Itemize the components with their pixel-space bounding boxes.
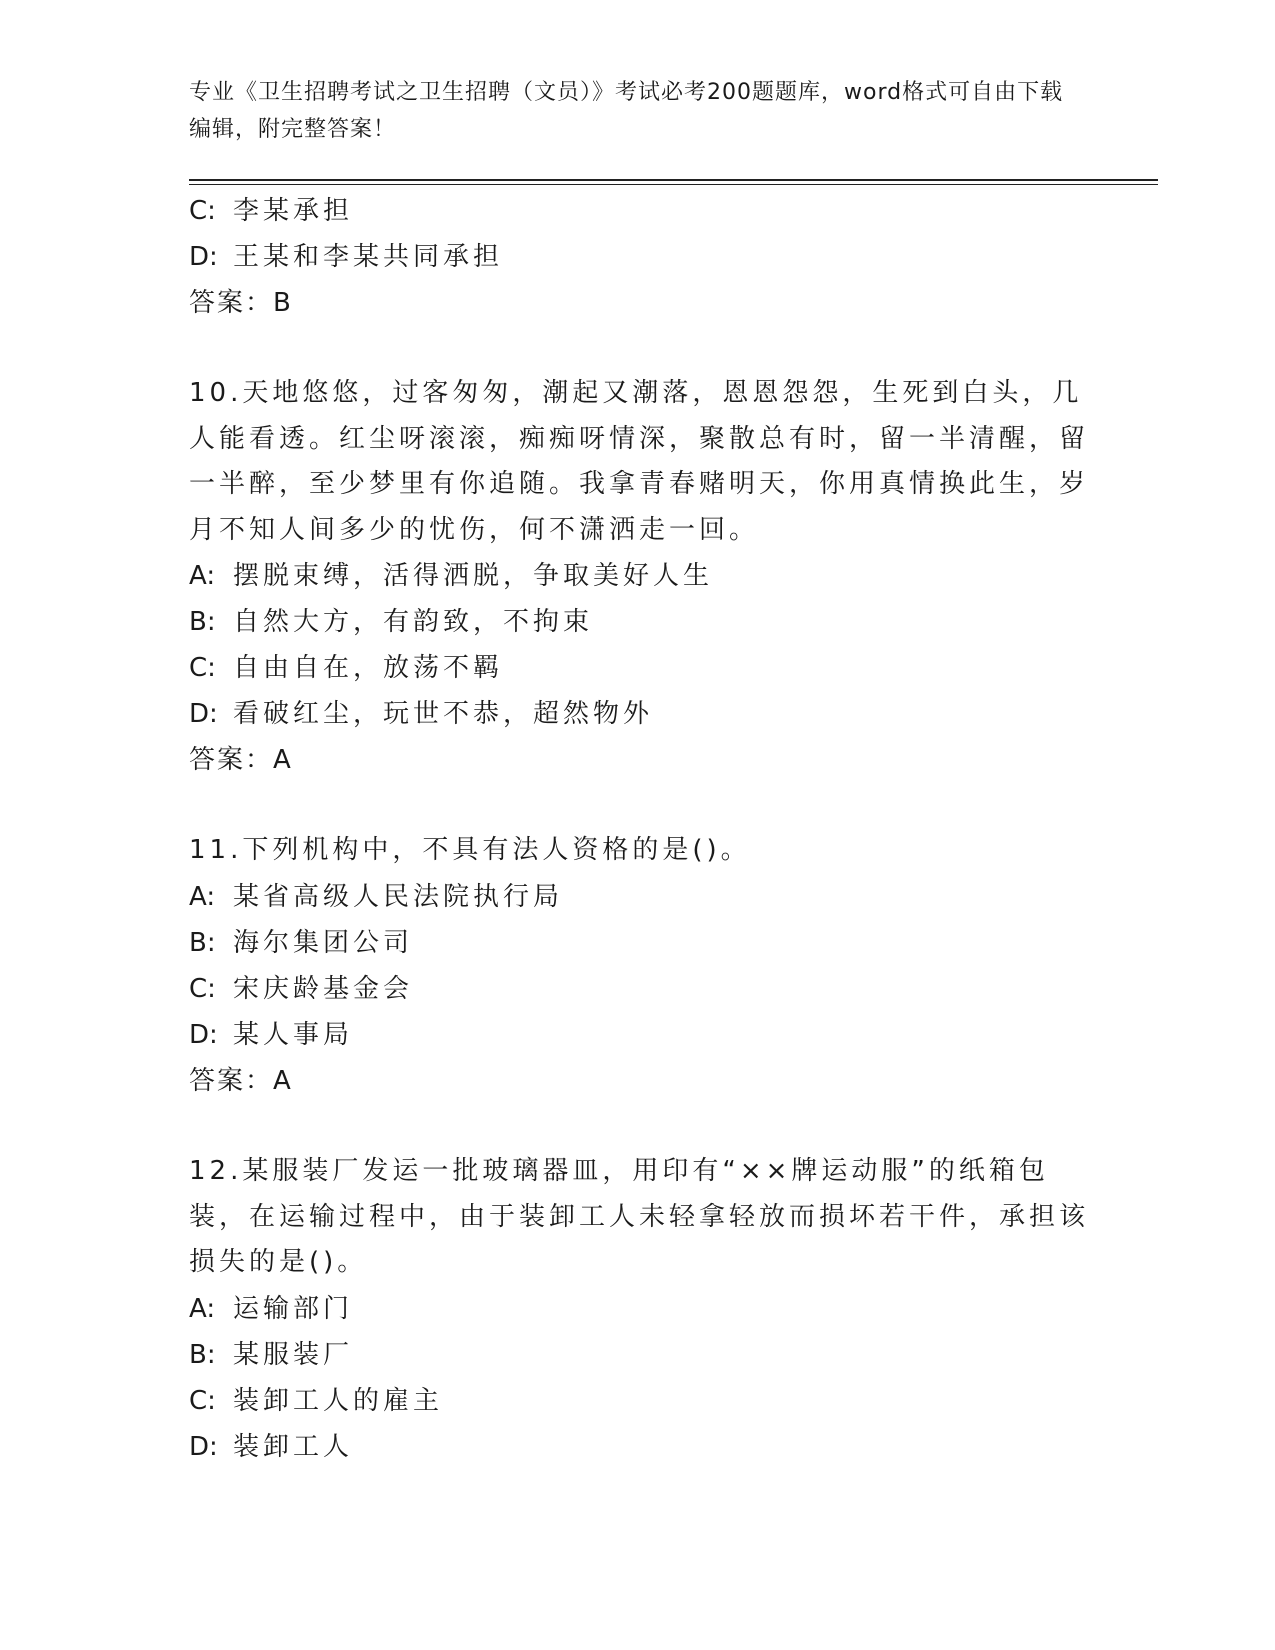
spacer	[189, 1104, 1089, 1149]
option-d	[189, 691, 1089, 737]
question-10	[189, 371, 1089, 783]
option-c	[189, 645, 1089, 691]
option-text: 某省高级人民法院执行局	[233, 881, 564, 912]
option-b	[189, 1332, 1089, 1378]
question-11	[189, 828, 1089, 1104]
option-key: A:	[189, 561, 216, 592]
option-text: 李某承担	[233, 196, 354, 226]
option-text: 某服装厂	[233, 1339, 354, 1370]
option-key: C:	[189, 973, 216, 1004]
question-12	[189, 1149, 1089, 1470]
option-c	[189, 1378, 1089, 1424]
option-a	[189, 874, 1089, 920]
option-text: 王某和李某共同承担	[233, 242, 504, 272]
option-text: 装卸工人	[233, 1431, 354, 1462]
option-text: 宋庆龄基金会	[233, 973, 414, 1004]
option-text: 装卸工人的雇主	[233, 1385, 444, 1416]
header-rule-thick	[189, 179, 1158, 181]
option-key: D:	[189, 1431, 218, 1462]
option-text: 运输部门	[233, 1293, 354, 1324]
option-b	[189, 920, 1089, 966]
spacer	[189, 783, 1089, 828]
question-stem: 10.天地悠悠，过客匆匆，潮起又潮落，恩恩怨怨，生死到白头，几人能看透。红尘呀滚滚，痴痴呀情深，聚散总有时，留一半清醒，留一半醉，至少梦里有你追随。我拿青春赌明天，你用真情换此生，岁月不知人间多少的忧伤，何不潇洒走一回。	[189, 378, 1090, 545]
option-key: B:	[189, 927, 216, 958]
option-c	[189, 188, 1089, 234]
option-c	[189, 966, 1089, 1012]
option-key: D:	[189, 242, 218, 272]
option-key: C:	[189, 653, 216, 684]
document-header: 专业《卫生招聘考试之卫生招聘（文员）》考试必考200题题库，word格式可自由下载编辑，附完整答案！	[189, 80, 1064, 142]
option-a	[189, 1286, 1089, 1332]
question-content	[189, 188, 1089, 1470]
option-text: 海尔集团公司	[233, 927, 414, 958]
header-rule-thin	[189, 184, 1158, 185]
option-key: A:	[189, 1293, 216, 1324]
spacer	[189, 326, 1089, 371]
answer-line: 答案：A	[189, 745, 293, 776]
question-stem: 11.下列机构中，不具有法人资格的是()。	[189, 835, 751, 866]
option-key: D:	[189, 699, 218, 730]
option-key: B:	[189, 1339, 216, 1370]
option-text: 自由自在，放荡不羁	[233, 653, 504, 684]
option-key: B:	[189, 607, 216, 638]
option-b	[189, 599, 1089, 645]
option-d	[189, 234, 1089, 280]
option-key: D:	[189, 1019, 218, 1050]
question-9-continuation	[189, 188, 1089, 326]
answer-line: 答案：B	[189, 288, 293, 318]
option-text: 看破红尘，玩世不恭，超然物外	[233, 699, 654, 730]
option-d	[189, 1012, 1089, 1058]
option-key: C:	[189, 1385, 216, 1416]
option-text: 某人事局	[233, 1019, 354, 1050]
option-key: A:	[189, 881, 216, 912]
option-text: 自然大方，有韵致，不拘束	[233, 607, 594, 638]
option-d	[189, 1424, 1089, 1470]
question-stem: 12.某服装厂发运一批玻璃器皿，用印有“××牌运动服”的纸箱包装，在运输过程中，由于装卸工人未轻拿轻放而损坏若干件，承担该损失的是()。	[189, 1155, 1090, 1278]
answer-line: 答案：A	[189, 1065, 293, 1096]
option-text: 摆脱束缚，活得洒脱，争取美好人生	[233, 561, 714, 592]
option-a	[189, 553, 1089, 599]
option-key: C:	[189, 196, 216, 226]
